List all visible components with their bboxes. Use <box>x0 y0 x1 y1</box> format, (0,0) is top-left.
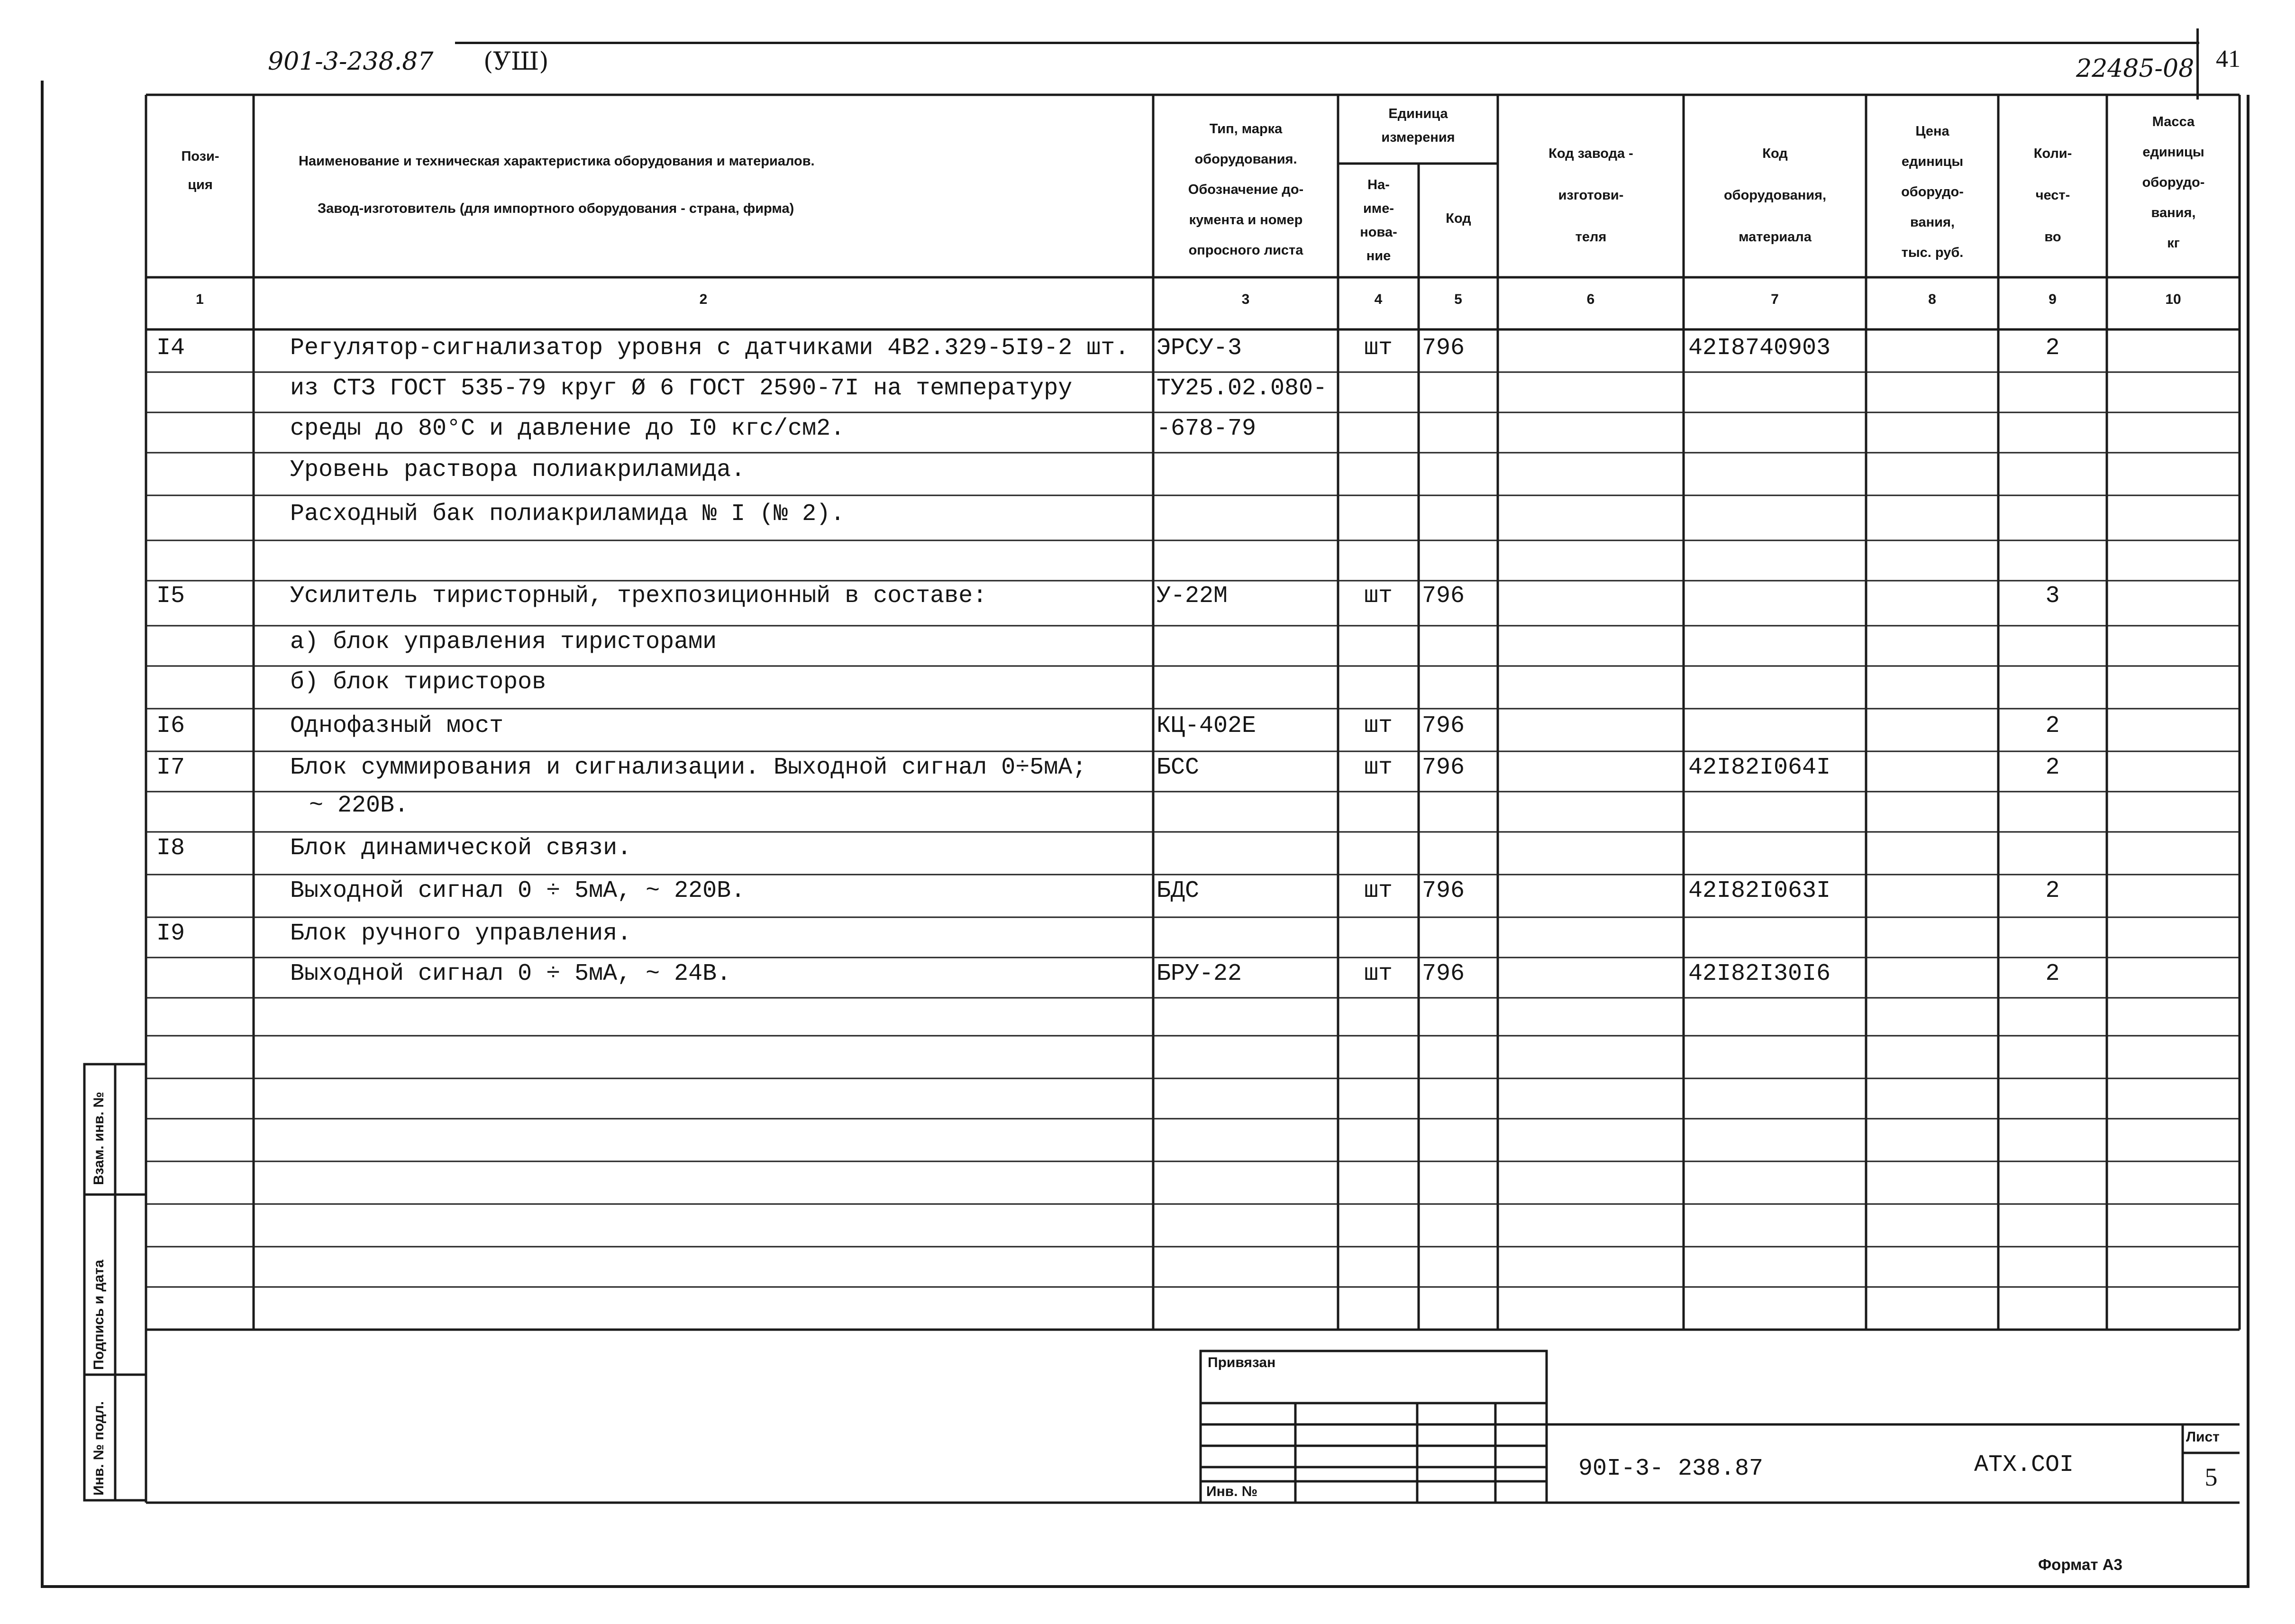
row-16-eqcode: 42I82I30I6 <box>1688 960 1831 987</box>
col-number-9: 9 <box>2049 292 2057 307</box>
row-1-name: Регулятор-сигнализатор уровня с датчиками 4В2.329-5I9-2 шт. <box>290 335 1129 362</box>
stamp-sheet-number: 5 <box>2204 1463 2218 1491</box>
row-1-qty: 2 <box>2045 335 2060 362</box>
header-type-mark: Тип, марка оборудования. Обозначение до- кумента и номер опросного листа <box>1188 121 1304 258</box>
side-label-original-inventory: Инв. № подл. <box>91 1401 107 1496</box>
row-4-name: Уровень раствора полиакриламида. <box>290 456 746 484</box>
row-10-pos: I6 <box>156 712 185 739</box>
row-14-name: Выходной сигнал 0 ÷ 5мА, ~ 220В. <box>290 877 746 904</box>
stamp-document-mark: АТХ.COI <box>1974 1451 2074 1478</box>
handwritten-project-code: 901-3-238.87 <box>268 47 434 76</box>
row-2-name: из СТЗ ГОСТ 535-79 круг Ø 6 ГОСТ 2590-7I на температуру <box>290 375 1073 402</box>
row-16-qty: 2 <box>2045 960 2060 987</box>
row-3-name: среды до 80°С и давление до I0 кгс/см2. <box>290 415 845 442</box>
header-unit-group: Единица измерения <box>1381 106 1455 145</box>
stamp-bound-label: Привязан <box>1208 1355 1276 1370</box>
header-unit-name: На- име- нова- ние <box>1360 177 1397 264</box>
row-3-type: -678-79 <box>1157 415 1257 442</box>
row-11-eqcode: 42I82I064I <box>1688 754 1831 781</box>
stamp-inventory-label: Инв. № <box>1206 1484 1258 1499</box>
row-7-unit: шт <box>1364 583 1393 610</box>
format-label: Формат А3 <box>2038 1556 2122 1573</box>
header-unit-mass: Масса единицы оборудо- вания, кг <box>2142 114 2205 251</box>
row-10-code: 796 <box>1422 712 1465 739</box>
col-number-3: 3 <box>1241 292 1250 307</box>
row-1-type: ЭРСУ-3 <box>1157 335 1242 362</box>
stamp-document-code: 90I-3- 238.87 <box>1578 1455 1764 1482</box>
row-13-pos: I8 <box>156 835 185 862</box>
handwritten-archive-number: 22485-08 <box>2076 55 2195 83</box>
side-label-replacement-inventory: Взам. инв. № <box>91 1092 107 1185</box>
row-14-code: 796 <box>1422 877 1465 904</box>
row-7-code: 796 <box>1422 583 1465 610</box>
row-16-name: Выходной сигнал 0 ÷ 5мА, ~ 24В. <box>290 960 731 987</box>
row-11-qty: 2 <box>2045 754 2060 781</box>
row-14-qty: 2 <box>2045 877 2060 904</box>
row-10-name: Однофазный мост <box>290 712 504 739</box>
col-number-7: 7 <box>1771 292 1779 307</box>
row-5-name: Расходный бак полиакриламида № I (№ 2). <box>290 501 845 528</box>
row-10-type: КЦ-402Е <box>1157 712 1257 739</box>
row-14-type: БДС <box>1157 877 1200 904</box>
col-number-2: 2 <box>699 292 708 307</box>
col-number-10: 10 <box>2165 292 2181 307</box>
row-11-pos: I7 <box>156 754 185 781</box>
header-quantity: Коли- чест- во <box>2033 146 2072 245</box>
header-position: Пози- ция <box>181 149 219 192</box>
col-number-8: 8 <box>1928 292 1936 307</box>
row-9-name: б) блок тиристоров <box>290 669 546 696</box>
row-1-pos: I4 <box>156 335 185 362</box>
col-number-5: 5 <box>1454 292 1462 307</box>
header-name-description: Наименование и техническая характеристика оборудования и материалов. Завод-изготовитель (для импортного оборудования - страна, фирма) <box>299 154 815 216</box>
row-16-code: 796 <box>1422 960 1465 987</box>
row-11-type: БСС <box>1157 754 1200 781</box>
row-7-qty: 3 <box>2045 583 2060 610</box>
row-15-name: Блок ручного управления. <box>290 920 632 947</box>
row-14-unit: шт <box>1364 877 1393 904</box>
row-12-name: ~ 220В. <box>309 792 409 819</box>
stamp-sheet-label: Лист <box>2186 1429 2220 1445</box>
col-number-6: 6 <box>1586 292 1595 307</box>
row-7-type: У-22М <box>1157 583 1228 610</box>
row-2-type: ТУ25.02.080- <box>1157 375 1328 402</box>
row-13-name: Блок динамической связи. <box>290 835 632 862</box>
row-16-unit: шт <box>1364 960 1393 987</box>
row-11-code: 796 <box>1422 754 1465 781</box>
row-10-qty: 2 <box>2045 712 2060 739</box>
row-10-unit: шт <box>1364 712 1393 739</box>
page-corner-number: 41 <box>2216 46 2240 73</box>
col-number-4: 4 <box>1374 292 1383 307</box>
header-unit-code: Код <box>1446 211 1471 226</box>
series-label: (УШ) <box>483 47 549 76</box>
col-number-1: 1 <box>196 292 204 307</box>
row-11-name: Блок суммирования и сигнализации. Выходной сигнал 0÷5мА; <box>290 754 1087 781</box>
row-14-eqcode: 42I82I063I <box>1688 877 1831 904</box>
header-unit-price: Цена единицы оборудо- вания, тыс. руб. <box>1901 124 1964 260</box>
row-7-pos: I5 <box>156 583 185 610</box>
row-1-code: 796 <box>1422 335 1465 362</box>
row-1-eqcode: 42I8740903 <box>1688 335 1831 362</box>
row-1-unit: шт <box>1364 335 1393 362</box>
row-15-pos: I9 <box>156 920 185 947</box>
header-equipment-code: Код оборудования, материала <box>1723 146 1827 245</box>
side-label-signature-date: Подпись и дата <box>91 1259 107 1370</box>
row-11-unit: шт <box>1364 754 1393 781</box>
row-16-type: БРУ-22 <box>1157 960 1242 987</box>
row-7-name: Усилитель тиристорный, трехпозиционный в составе: <box>290 583 987 610</box>
header-plant-code: Код завода - изготови- теля <box>1548 146 1633 245</box>
row-8-name: а) блок управления тиристорами <box>290 629 717 656</box>
